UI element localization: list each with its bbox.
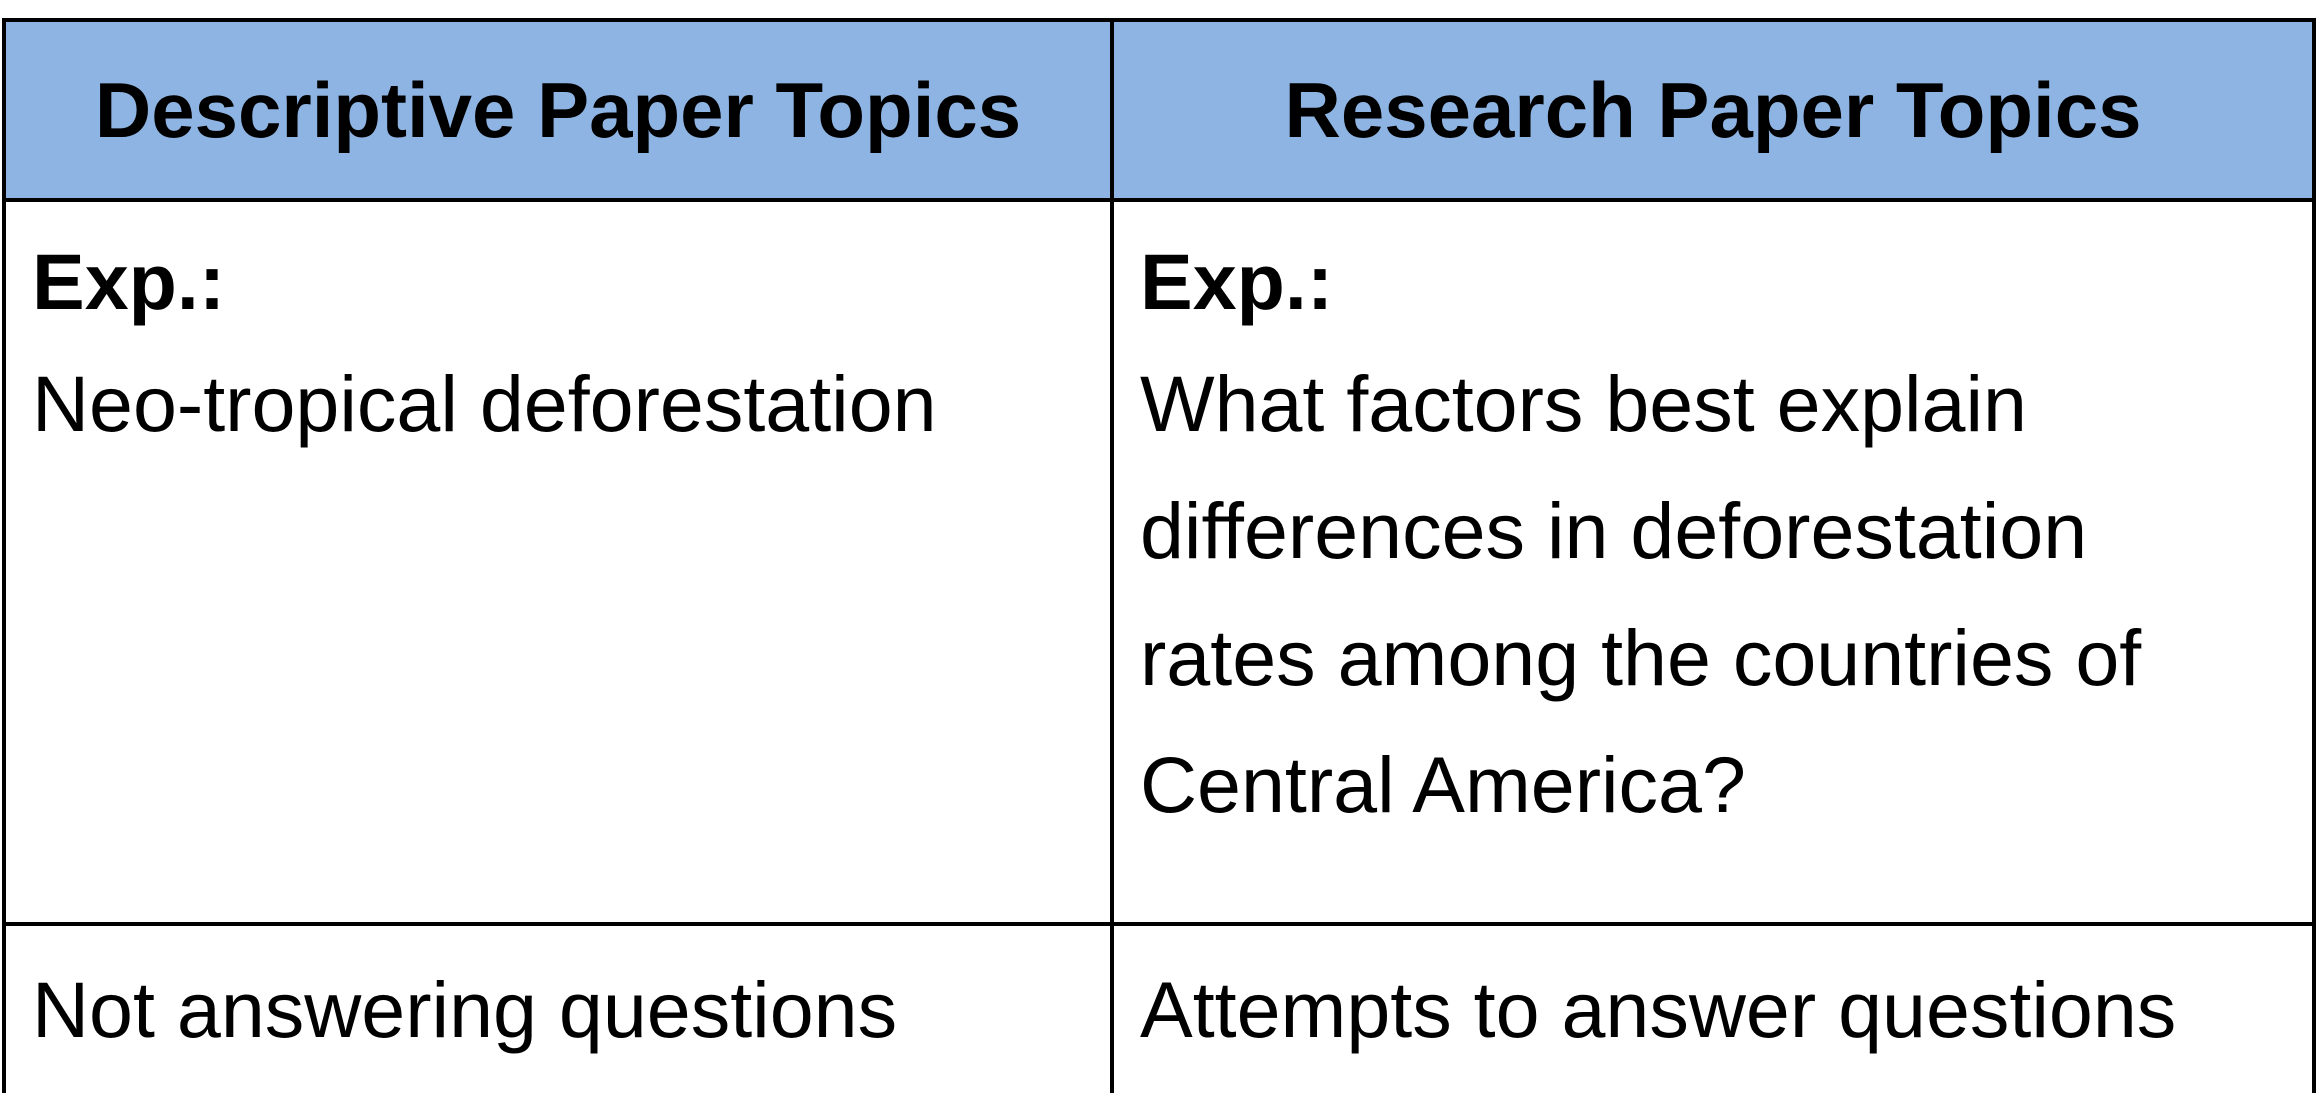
table-header-row xyxy=(4,20,2314,200)
comparison-table xyxy=(2,18,2316,1093)
cell-research-characteristic: Attempts to answer questions xyxy=(1112,924,2314,1093)
cell-research-example xyxy=(1112,200,2314,924)
example-label: Exp.: xyxy=(32,237,226,326)
table-row-characteristics xyxy=(4,924,2314,1093)
table-row-examples xyxy=(4,200,2314,924)
example-text: What factors best explain differences in deforestation rates among the countries of Central America? xyxy=(1140,359,2142,829)
example-text: Neo-tropical deforestation xyxy=(32,359,937,448)
example-label: Exp.: xyxy=(1140,237,1334,326)
cell-descriptive-example xyxy=(4,200,1112,924)
header-research-topics: Research Paper Topics xyxy=(1112,20,2314,200)
cell-descriptive-characteristic: Not answering questions xyxy=(4,924,1112,1093)
header-descriptive-topics: Descriptive Paper Topics xyxy=(4,20,1112,200)
